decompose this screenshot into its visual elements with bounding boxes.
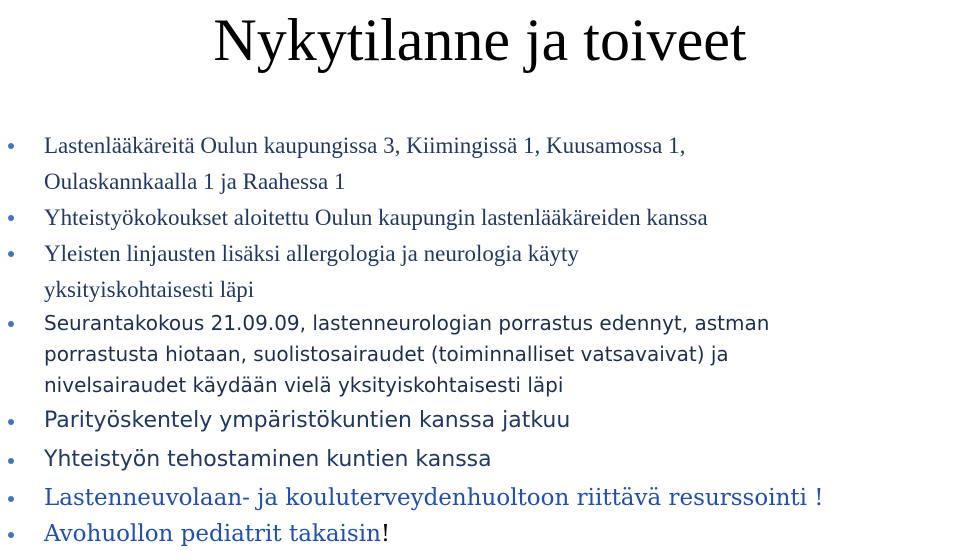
exclamation-mark: !: [380, 521, 391, 547]
bullet-icon: [8, 532, 14, 538]
bullet-icon: [8, 321, 14, 327]
bullet-text: Yhteistyökokoukset aloitettu Oulun kaupungin lastenlääkäreiden kanssa: [44, 205, 708, 230]
bullet-text: Seurantakokous 21.09.09, lastenneurologian porrastus edennyt, astman porrastusta hiotaan, suolistosairaudet (toiminnalliset vatsavaivat) ja nivelsairaudet käydään vielä yksityiskohtaisesti läpi: [44, 311, 770, 397]
bullet-text: [44, 518, 954, 551]
bullet-text: Yleisten linjausten lisäksi allergologia ja neurologia käyty yksityiskohtaisesti läpi: [44, 241, 579, 302]
slide-title: Nykytilanne ja toiveet: [213, 7, 747, 73]
bullet-icon: [8, 496, 14, 502]
bullet-icon: [8, 215, 14, 221]
bullet-icon: [8, 458, 14, 464]
bullet-icon: [8, 419, 14, 425]
bullet-icon: [8, 143, 14, 149]
bullet-main-text: Avohuollon pediatrit takaisin: [44, 521, 381, 547]
bullet-icon: [8, 251, 14, 257]
bullet-text: Lastenlääkäreitä Oulun kaupungissa 3, Kiimingissä 1, Kuusamossa 1, Oulaskannkaalla 1 ja Raahessa 1: [44, 133, 686, 194]
bullet-text: Yhteistyön tehostaminen kuntien kanssa: [44, 447, 492, 472]
bullet-text: Parityöskentely ympäristökuntien kanssa jatkuu: [44, 408, 571, 433]
bullet-text: Lastenneuvolaan- ja kouluterveydenhuoltoon riittävä resurssointi !: [44, 485, 824, 511]
